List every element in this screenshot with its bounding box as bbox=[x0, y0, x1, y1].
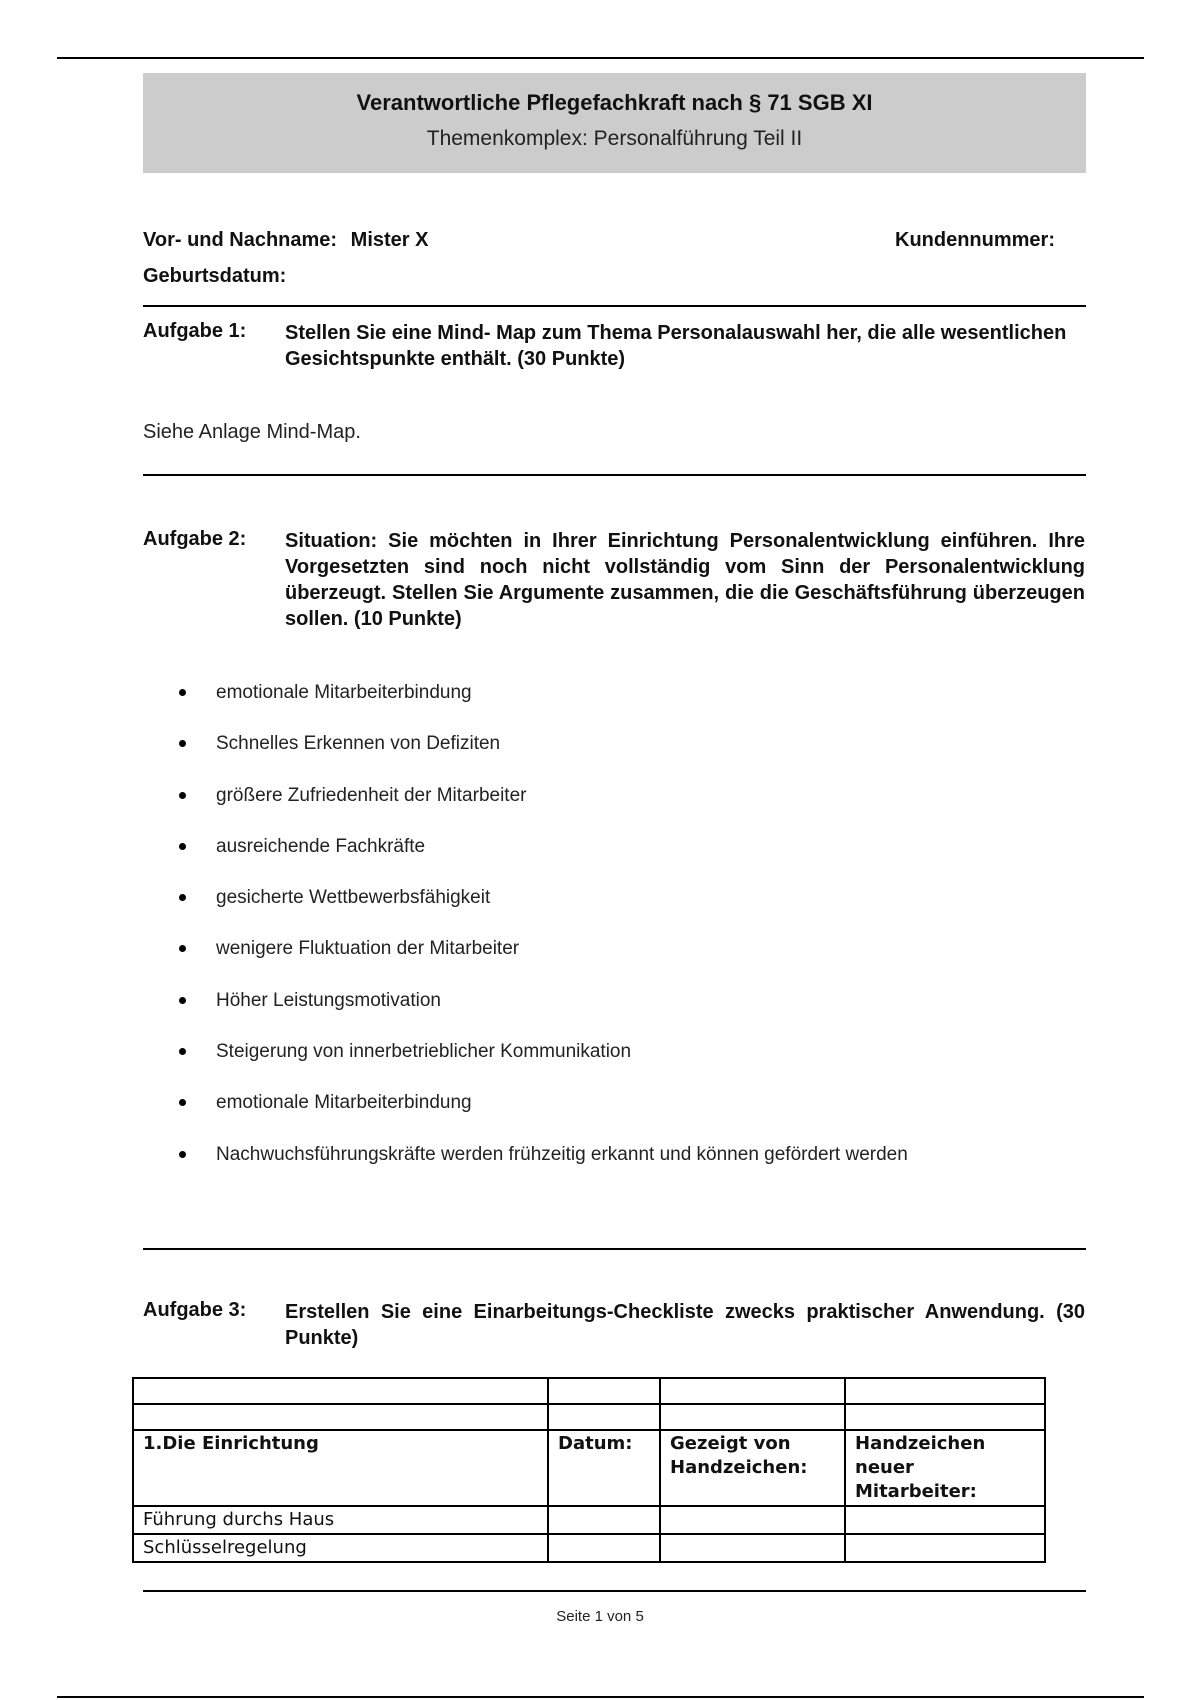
list-item: Höher Leistungsmotivation bbox=[170, 980, 1070, 1031]
bullet-icon bbox=[179, 740, 186, 747]
list-item: gesicherte Wettbewerbsfähigkeit bbox=[170, 877, 1070, 928]
table-cell[interactable] bbox=[660, 1534, 845, 1562]
birthdate-label: Geburtsdatum: bbox=[143, 265, 287, 287]
page-number: Seite 1 von 5 bbox=[556, 1608, 644, 1625]
argument-list bbox=[170, 672, 1070, 1185]
bullet-icon bbox=[179, 997, 186, 1004]
footer-divider bbox=[143, 1590, 1086, 1592]
task2-label: Aufgabe 2: bbox=[143, 528, 247, 550]
divider bbox=[143, 1248, 1086, 1250]
table-cell[interactable] bbox=[660, 1378, 845, 1404]
bullet-icon bbox=[179, 1099, 186, 1106]
table-cell[interactable] bbox=[548, 1506, 660, 1534]
name-label bbox=[143, 229, 428, 252]
list-item: ausreichende Fachkräfte bbox=[170, 826, 1070, 877]
column-header-shown-by: Gezeigt von Handzeichen: bbox=[660, 1430, 845, 1506]
table-cell[interactable] bbox=[133, 1404, 548, 1430]
customer-number-label: Kundennummer: bbox=[895, 229, 1055, 251]
table-row bbox=[133, 1404, 1045, 1430]
table-cell[interactable] bbox=[845, 1534, 1045, 1562]
table-cell[interactable] bbox=[548, 1404, 660, 1430]
task1-label: Aufgabe 1: bbox=[143, 320, 247, 342]
table-row bbox=[133, 1534, 1045, 1562]
bullet-icon bbox=[179, 945, 186, 952]
table-cell[interactable] bbox=[548, 1534, 660, 1562]
task2-text: Situation: Sie möchten in Ihrer Einrichtung Personalentwicklung einführen. Ihre Vorgesetzten sind noch nicht vollständig vom Sinn der Personalentwicklung überzeugt. Stellen Sie Argumente zusammen, die die Geschäftsführung überzeugen sollen. (10 Punkte) bbox=[285, 530, 1085, 630]
bullet-icon bbox=[179, 1151, 186, 1158]
column-header-new-employee: Handzeichen neuer Mitarbeiter: bbox=[845, 1430, 1045, 1506]
table-cell[interactable] bbox=[548, 1378, 660, 1404]
table-row bbox=[133, 1506, 1045, 1534]
table-row bbox=[133, 1378, 1045, 1404]
table-cell[interactable] bbox=[845, 1506, 1045, 1534]
table-cell[interactable] bbox=[660, 1404, 845, 1430]
bullet-icon bbox=[179, 894, 186, 901]
list-item: emotionale Mitarbeiterbindung bbox=[170, 1082, 1070, 1133]
bullet-icon bbox=[179, 843, 186, 850]
bullet-icon bbox=[179, 1048, 186, 1055]
table-cell[interactable] bbox=[133, 1378, 548, 1404]
list-item: Schnelles Erkennen von Defiziten bbox=[170, 723, 1070, 774]
task3-text: Erstellen Sie eine Einarbeitungs-Checkliste zwecks praktischer Anwendung. (30 Punkte) bbox=[285, 1301, 1085, 1349]
list-item: wenigere Fluktuation der Mitarbeiter bbox=[170, 928, 1070, 979]
table-cell[interactable] bbox=[845, 1378, 1045, 1404]
name-value: Mister X bbox=[350, 229, 429, 251]
bullet-icon bbox=[179, 792, 186, 799]
list-item: emotionale Mitarbeiterbindung bbox=[170, 672, 1070, 723]
task1-text: Stellen Sie eine Mind- Map zum Thema Personalauswahl her, die alle wesentlichen Gesichtspunkte enthält. (30 Punkte) bbox=[285, 322, 1067, 370]
column-header-section: 1.Die Einrichtung bbox=[133, 1430, 548, 1506]
table-cell[interactable] bbox=[845, 1404, 1045, 1430]
table-cell[interactable] bbox=[660, 1506, 845, 1534]
list-item: größere Zufriedenheit der Mitarbeiter bbox=[170, 775, 1070, 826]
table-cell-task: Führung durchs Haus bbox=[133, 1506, 548, 1534]
table-cell-task: Schlüsselregelung bbox=[133, 1534, 548, 1562]
page-top-rule bbox=[57, 57, 1144, 59]
document-title: Verantwortliche Pflegefachkraft nach § 71 SGB XI bbox=[356, 90, 873, 115]
list-item: Steigerung von innerbetrieblicher Kommunikation bbox=[170, 1031, 1070, 1082]
page-bottom-rule bbox=[57, 1696, 1144, 1698]
bullet-icon bbox=[179, 689, 186, 696]
divider bbox=[143, 474, 1086, 476]
column-header-date: Datum: bbox=[548, 1430, 660, 1506]
divider bbox=[143, 305, 1086, 307]
list-item: Nachwuchsführungskräfte werden frühzeitig erkannt und können gefördert werden bbox=[170, 1134, 1070, 1185]
onboarding-checklist-table bbox=[132, 1377, 1046, 1563]
document-subtitle: Themenkomplex: Personalführung Teil II bbox=[426, 127, 803, 150]
name-label-text: Vor- und Nachname: bbox=[143, 229, 338, 251]
document-header bbox=[143, 73, 1086, 173]
task1-answer: Siehe Anlage Mind-Map. bbox=[143, 421, 361, 443]
task3-label: Aufgabe 3: bbox=[143, 1299, 247, 1321]
table-header-row bbox=[133, 1430, 1045, 1506]
